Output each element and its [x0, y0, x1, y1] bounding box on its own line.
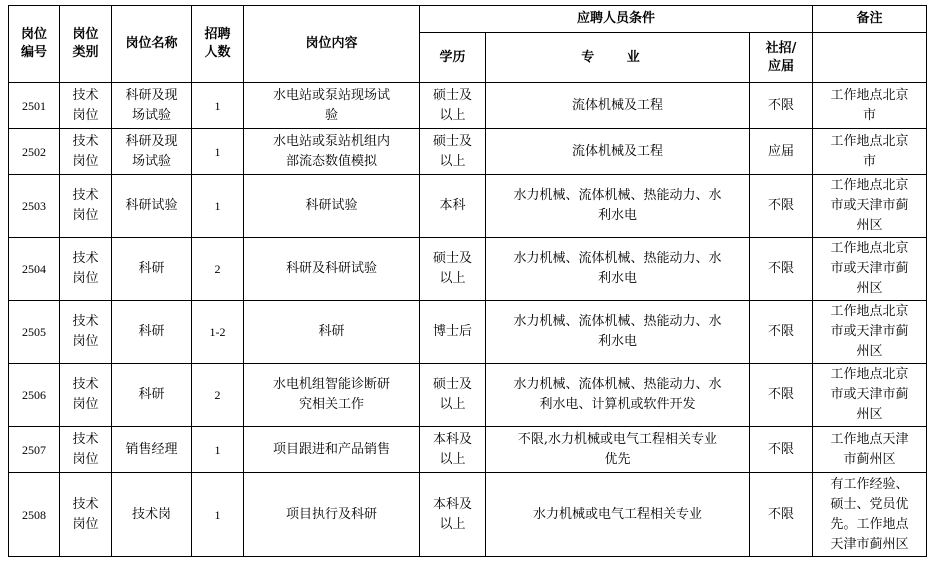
row-content: 水电站或泵站机组内 部流态数值模拟 [244, 129, 420, 175]
table-row [9, 364, 927, 427]
row-id: 2504 [9, 238, 60, 301]
header-content: 岗位内容 [244, 6, 420, 83]
recruitment-table [8, 5, 927, 557]
row-education: 硕士及 以上 [420, 83, 486, 129]
header-education: 学历 [420, 33, 486, 83]
row-major: 水力机械或电气工程相关专业 [486, 473, 750, 557]
header-name: 岗位名称 [112, 6, 192, 83]
row-major: 流体机械及工程 [486, 83, 750, 129]
row-id: 2503 [9, 175, 60, 238]
row-source: 不限 [750, 175, 813, 238]
row-education: 硕士及 以上 [420, 364, 486, 427]
row-count: 2 [192, 238, 244, 301]
recruitment-table-page [8, 5, 927, 557]
row-major: 水力机械、流体机械、热能动力、水 利水电、计算机或软件开发 [486, 364, 750, 427]
row-remarks: 工作地点北京 市或天津市蓟 州区 [813, 301, 927, 364]
row-remarks: 有工作经验、 硕士、党员优 先。工作地点 天津市蓟州区 [813, 473, 927, 557]
table-row [9, 473, 927, 557]
row-category: 技术 岗位 [60, 427, 112, 473]
header-remarks-blank [813, 33, 927, 83]
row-id: 2508 [9, 473, 60, 557]
header-category: 岗位 类别 [60, 6, 112, 83]
table-row [9, 175, 927, 238]
row-id: 2507 [9, 427, 60, 473]
row-id: 2502 [9, 129, 60, 175]
row-education: 本科及 以上 [420, 473, 486, 557]
row-education: 硕士及 以上 [420, 238, 486, 301]
header-id: 岗位 编号 [9, 6, 60, 83]
row-count: 1 [192, 473, 244, 557]
row-category: 技术 岗位 [60, 129, 112, 175]
table-row [9, 427, 927, 473]
row-remarks: 工作地点北京 市或天津市蓟 州区 [813, 364, 927, 427]
row-education: 硕士及 以上 [420, 129, 486, 175]
row-source: 不限 [750, 238, 813, 301]
row-education: 本科 [420, 175, 486, 238]
row-count: 1 [192, 83, 244, 129]
table-row [9, 129, 927, 175]
row-id: 2506 [9, 364, 60, 427]
row-major: 水力机械、流体机械、热能动力、水 利水电 [486, 301, 750, 364]
row-remarks: 工作地点北京 市 [813, 129, 927, 175]
row-name: 科研 [112, 301, 192, 364]
row-source: 不限 [750, 364, 813, 427]
row-name: 科研及现 场试验 [112, 83, 192, 129]
header-source: 社招/ 应届 [750, 33, 813, 83]
row-major: 不限,水力机械或电气工程相关专业 优先 [486, 427, 750, 473]
row-category: 技术 岗位 [60, 364, 112, 427]
row-education: 本科及 以上 [420, 427, 486, 473]
row-source: 不限 [750, 473, 813, 557]
row-content: 项目跟进和产品销售 [244, 427, 420, 473]
row-remarks: 工作地点北京 市或天津市蓟 州区 [813, 175, 927, 238]
row-count: 1 [192, 129, 244, 175]
row-remarks: 工作地点北京 市或天津市蓟 州区 [813, 238, 927, 301]
row-education: 博士后 [420, 301, 486, 364]
row-content: 水电机组智能诊断研 究相关工作 [244, 364, 420, 427]
row-source: 应届 [750, 129, 813, 175]
header-count: 招聘 人数 [192, 6, 244, 83]
row-content: 科研 [244, 301, 420, 364]
row-category: 技术 岗位 [60, 238, 112, 301]
row-name: 科研 [112, 364, 192, 427]
header-row-top [9, 6, 927, 33]
row-source: 不限 [750, 83, 813, 129]
table-row [9, 83, 927, 129]
row-source: 不限 [750, 427, 813, 473]
row-major: 水力机械、流体机械、热能动力、水 利水电 [486, 238, 750, 301]
table-row [9, 238, 927, 301]
row-id: 2501 [9, 83, 60, 129]
row-content: 项目执行及科研 [244, 473, 420, 557]
row-count: 2 [192, 364, 244, 427]
row-source: 不限 [750, 301, 813, 364]
row-content: 科研及科研试验 [244, 238, 420, 301]
row-content: 水电站或泵站现场试 验 [244, 83, 420, 129]
header-conditions: 应聘人员条件 [420, 6, 813, 33]
row-name: 科研 [112, 238, 192, 301]
row-category: 技术 岗位 [60, 473, 112, 557]
row-count: 1 [192, 175, 244, 238]
row-count: 1 [192, 427, 244, 473]
header-remarks: 备注 [813, 6, 927, 33]
row-major: 流体机械及工程 [486, 129, 750, 175]
row-id: 2505 [9, 301, 60, 364]
row-category: 技术 岗位 [60, 83, 112, 129]
row-name: 科研及现 场试验 [112, 129, 192, 175]
header-major: 专 业 [486, 33, 750, 83]
row-remarks: 工作地点天津 市蓟州区 [813, 427, 927, 473]
row-name: 销售经理 [112, 427, 192, 473]
row-count: 1-2 [192, 301, 244, 364]
row-category: 技术 岗位 [60, 175, 112, 238]
row-content: 科研试验 [244, 175, 420, 238]
row-category: 技术 岗位 [60, 301, 112, 364]
row-name: 科研试验 [112, 175, 192, 238]
table-row [9, 301, 927, 364]
row-major: 水力机械、流体机械、热能动力、水 利水电 [486, 175, 750, 238]
row-remarks: 工作地点北京 市 [813, 83, 927, 129]
row-name: 技术岗 [112, 473, 192, 557]
